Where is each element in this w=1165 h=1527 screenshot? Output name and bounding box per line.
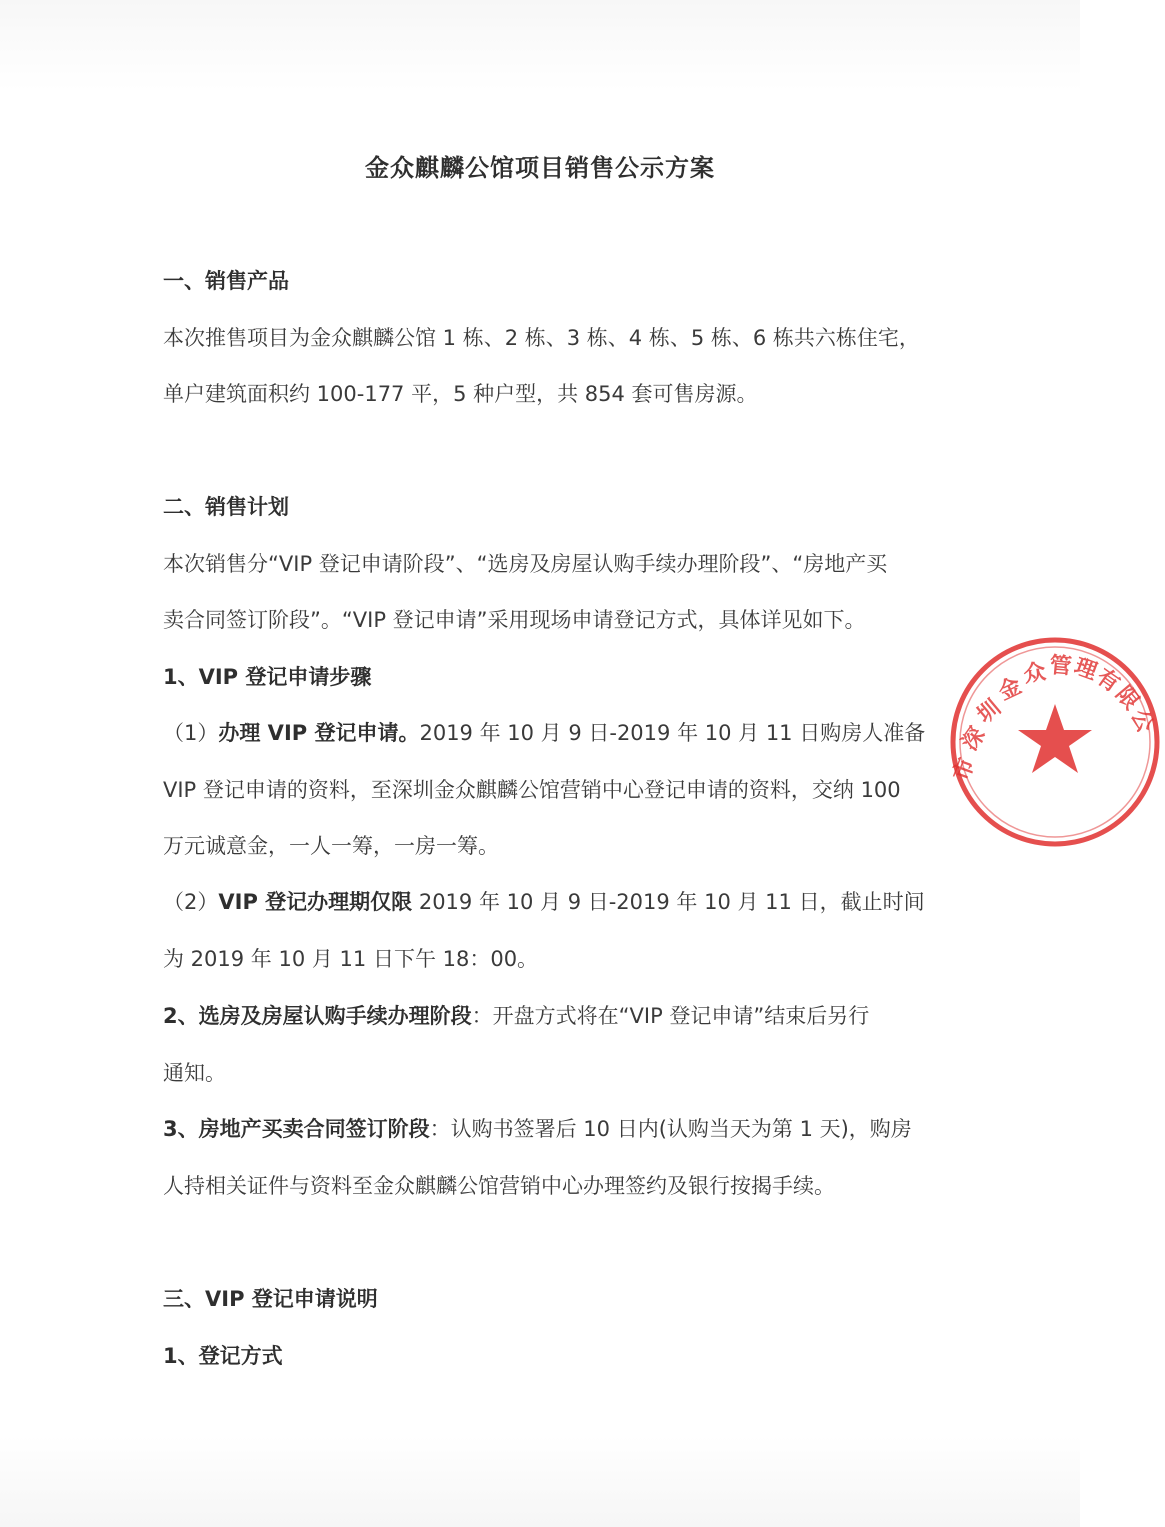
- subheading-vip-steps: 1、VIP 登记申请步骤: [163, 665, 372, 689]
- item-number: （1）: [163, 721, 219, 745]
- item-bold-text: 3、房地产买卖合同签订阶段: [163, 1117, 430, 1141]
- item-text: ：认购书签署后 10 日内(认购当天为第 1 天)，购房: [429, 1117, 912, 1141]
- subheading-register-method: 1、登记方式: [163, 1344, 283, 1368]
- paragraph-line: 本次推售项目为金众麒麟公馆 1 栋、2 栋、3 栋、4 栋、5 栋、6 栋共六栋住宅，: [163, 326, 920, 350]
- item-text: 2019 年 10 月 9 日-2019 年 10 月 11 日，截止时间: [412, 890, 925, 914]
- list-item-line: 通知。: [163, 1061, 226, 1085]
- company-seal-stamp: [945, 632, 1165, 852]
- item-text: ：开盘方式将在“VIP 登记申请”结束后另行: [471, 1004, 870, 1028]
- item-bold-text: VIP 登记办理期仅限: [218, 890, 413, 914]
- list-item-line: 万元诚意金，一人一筹，一房一筹。: [163, 834, 499, 858]
- item-bold-text: 2、选房及房屋认购手续办理阶段: [163, 1004, 472, 1028]
- seal-star-icon: [1018, 704, 1092, 773]
- document-title: 金众麒麟公馆项目销售公示方案: [365, 154, 715, 182]
- svg-text:限: 限: [1110, 681, 1145, 715]
- list-item-line: 为 2019 年 10 月 11 日下午 18：00。: [163, 947, 539, 971]
- section-heading-plan: 二、销售计划: [163, 495, 289, 519]
- list-item-line: VIP 登记申请的资料，至深圳金众麒麟公馆营销中心登记申请的资料，交纳 100: [163, 778, 901, 802]
- svg-text:理: 理: [1070, 653, 1101, 686]
- list-item-line: [163, 1113, 923, 1145]
- paragraph-line: 本次销售分“VIP 登记申请阶段”、“选房及房屋认购手续办理阶段”、“房地产买: [163, 552, 888, 576]
- list-item-line: [163, 886, 923, 918]
- list-item-line: [163, 717, 926, 749]
- paragraph-line: 卖合同签订阶段”。“VIP 登记申请”采用现场申请登记方式，具体详见如下。: [163, 608, 866, 632]
- section-heading-vip: 三、VIP 登记申请说明: [163, 1287, 378, 1311]
- section-heading-products: 一、销售产品: [163, 269, 289, 293]
- list-item-line: 人持相关证件与资料至金众麒麟公馆营销中心办理签约及银行按揭手续。: [163, 1174, 835, 1198]
- item-text: 2019 年 10 月 9 日-2019 年 10 月 11 日购房人准备: [419, 721, 926, 745]
- svg-text:管: 管: [1048, 652, 1073, 680]
- svg-text:公: 公: [1125, 705, 1159, 737]
- item-bold-text: 办理 VIP 登记申请。: [218, 721, 420, 745]
- svg-text:圳: 圳: [972, 694, 1006, 729]
- svg-text:金: 金: [994, 672, 1026, 706]
- paragraph-line: 单户建筑面积约 100-177 平，5 种户型，共 854 套可售房源。: [163, 382, 758, 406]
- item-number: （2）: [163, 890, 219, 914]
- svg-text:众: 众: [1021, 658, 1048, 688]
- list-item-line: [163, 1000, 923, 1032]
- svg-text:有: 有: [1091, 663, 1125, 698]
- svg-text:深: 深: [956, 722, 991, 756]
- svg-text:市: 市: [948, 754, 981, 785]
